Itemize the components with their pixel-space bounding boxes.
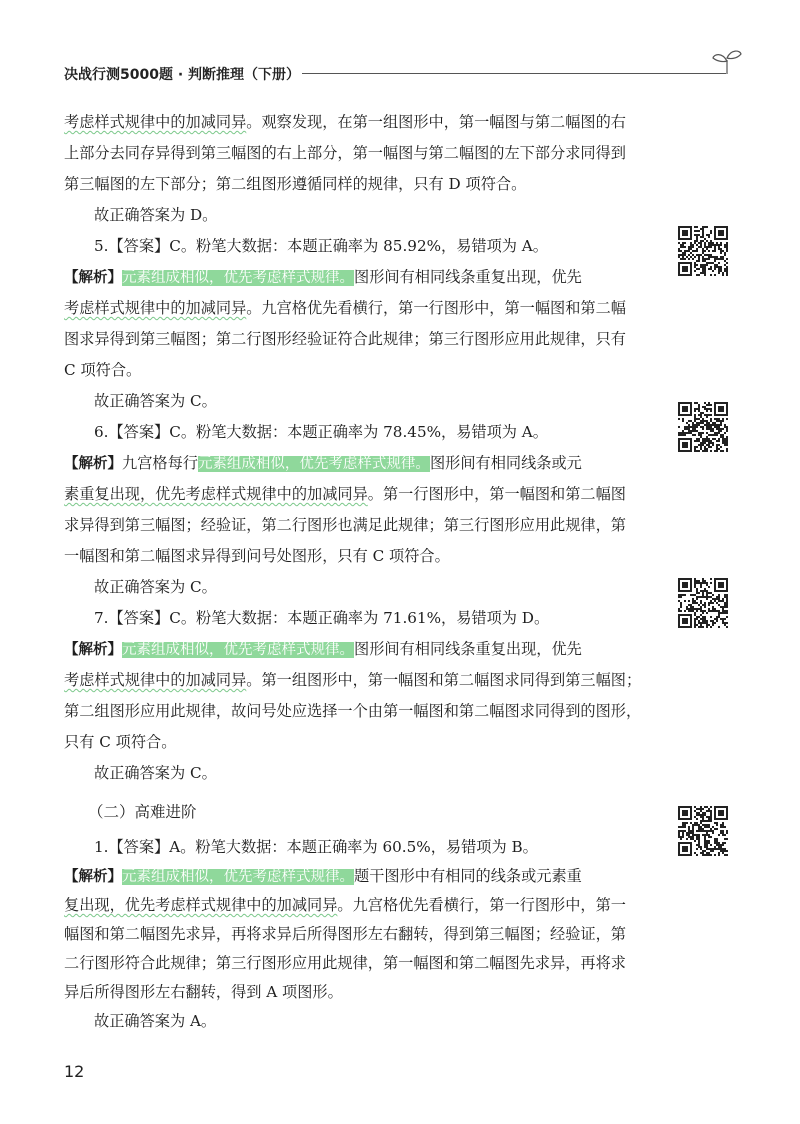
highlight-text: 元素组成相似，优先考虑样式规律。 — [197, 456, 430, 472]
header-rule — [302, 73, 726, 74]
cont-conclusion: 故正确答案为 D。 — [94, 206, 218, 224]
q5-analysis-line-1 — [64, 266, 654, 290]
q5-conclusion: 故正确答案为 C。 — [94, 392, 217, 410]
wavy-text: 考虑样式规律中的加减同异 — [64, 113, 247, 131]
q1-analysis-line-2 — [64, 894, 654, 917]
cont-line-2: 上部分去同存异得到第三幅图的右上部分，第一幅图与第二幅图的左下部分求同得到 — [64, 144, 626, 162]
q1-answer: 1.【答案】A。粉笔大数据：本题正确率为 60.5%，易错项为 B。 — [94, 838, 538, 856]
highlight-text: 元素组成相似，优先考虑样式规律。 — [122, 642, 354, 658]
cont-line-1 — [64, 111, 654, 134]
q7-conclusion: 故正确答案为 C。 — [94, 764, 217, 782]
analysis-label: 【解析】 — [64, 456, 122, 472]
text: 。九宫格优先看横行，第一行图形中，第一幅图和第二幅 — [246, 299, 626, 317]
q6-analysis-line-4: 一幅图和第二幅图求异得到问号处图形，只有 C 项符合。 — [64, 547, 450, 565]
q1-analysis-line-5: 异后所得图形左右翻转，得到 A 项图形。 — [64, 983, 343, 1001]
analysis-label: 【解析】 — [64, 270, 122, 286]
cont-line-3: 第三幅图的左下部分；第二组图形遵循同样的规律，只有 D 项符合。 — [64, 175, 527, 193]
q1-analysis-line-3: 幅图和第二幅图先求异，再将求异后所得图形左右翻转，得到第三幅图；经验证，第 — [64, 925, 626, 943]
q7-answer: 7.【答案】C。粉笔大数据：本题正确率为 71.61%，易错项为 D。 — [94, 609, 550, 627]
q5-analysis-line-2 — [64, 297, 654, 320]
analysis-label: 【解析】 — [64, 869, 122, 885]
q1-analysis-line-1 — [64, 865, 654, 889]
q7-analysis-line-2 — [64, 669, 654, 692]
wavy-text: 考虑样式规律中的加减同异 — [64, 671, 247, 689]
qr-code-icon[interactable] — [678, 806, 728, 856]
q6-analysis-line-1 — [64, 452, 654, 476]
analysis-label: 【解析】 — [64, 642, 122, 658]
wavy-text: 考虑样式规律中的加减同异 — [64, 299, 247, 317]
q1-conclusion: 故正确答案为 A。 — [94, 1012, 217, 1030]
q5-analysis-line-3: 图求异得到第三幅图；第二行图形经验证符合此规律；第三行图形应用此规律，只有 — [64, 330, 626, 348]
running-header — [54, 62, 744, 86]
text: 题干图形中有相同的线条或元素重 — [354, 867, 582, 885]
wavy-text: 素重复出现，优先考虑样式规律中的加减同异 — [64, 485, 368, 503]
page-number: 12 — [64, 1062, 85, 1081]
section-heading: （二）高难进阶 — [88, 803, 197, 821]
q5-analysis-line-4: C 项符合。 — [64, 361, 142, 379]
q6-analysis-line-2 — [64, 483, 654, 506]
text: 图形间有相同线条重复出现，优先 — [354, 640, 582, 658]
q6-conclusion: 故正确答案为 C。 — [94, 578, 217, 596]
wavy-text: 复出现，优先考虑样式规律中的加减同异 — [64, 896, 338, 914]
q6-answer: 6.【答案】C。粉笔大数据：本题正确率为 78.45%，易错项为 A。 — [94, 423, 548, 441]
text: 图形间有相同线条重复出现，优先 — [354, 268, 582, 286]
qr-code-icon[interactable] — [678, 226, 728, 276]
text: 。第一组图形中，第一幅图和第二幅图求同得到第三幅图； — [246, 671, 642, 689]
q7-analysis-line-1 — [64, 638, 654, 662]
text: 。观察发现，在第一组图形中，第一幅图与第二幅图的右 — [246, 113, 626, 131]
text: 图形间有相同线条或元 — [429, 454, 582, 472]
q1-analysis-line-4: 二行图形符合此规律；第三行图形应用此规律，第一幅图和第二幅图先求异，再将求 — [64, 954, 626, 972]
q7-analysis-line-3: 第二组图形应用此规律，故问号处应选择一个由第一幅图和第二幅图求同得到的图形， — [64, 702, 642, 720]
qr-code-icon[interactable] — [678, 402, 728, 452]
highlight-text: 元素组成相似，优先考虑样式规律。 — [122, 270, 354, 286]
text: 。九宫格优先看横行，第一行图形中，第一 — [337, 896, 626, 914]
sprout-icon — [710, 46, 744, 76]
book-title: 决战行测5000题 · 判断推理（下册） — [64, 67, 301, 83]
text: 九宫格每行 — [122, 454, 198, 472]
q5-answer: 5.【答案】C。粉笔大数据：本题正确率为 85.92%，易错项为 A。 — [94, 237, 548, 255]
highlight-text: 元素组成相似，优先考虑样式规律。 — [122, 869, 354, 885]
q7-analysis-line-4: 只有 C 项符合。 — [64, 733, 177, 751]
qr-code-icon[interactable] — [678, 578, 728, 628]
q6-analysis-line-3: 求异得到第三幅图；经验证，第二行图形也满足此规律；第三行图形应用此规律，第 — [64, 516, 626, 534]
text: 。第一行图形中，第一幅图和第二幅图 — [367, 485, 626, 503]
